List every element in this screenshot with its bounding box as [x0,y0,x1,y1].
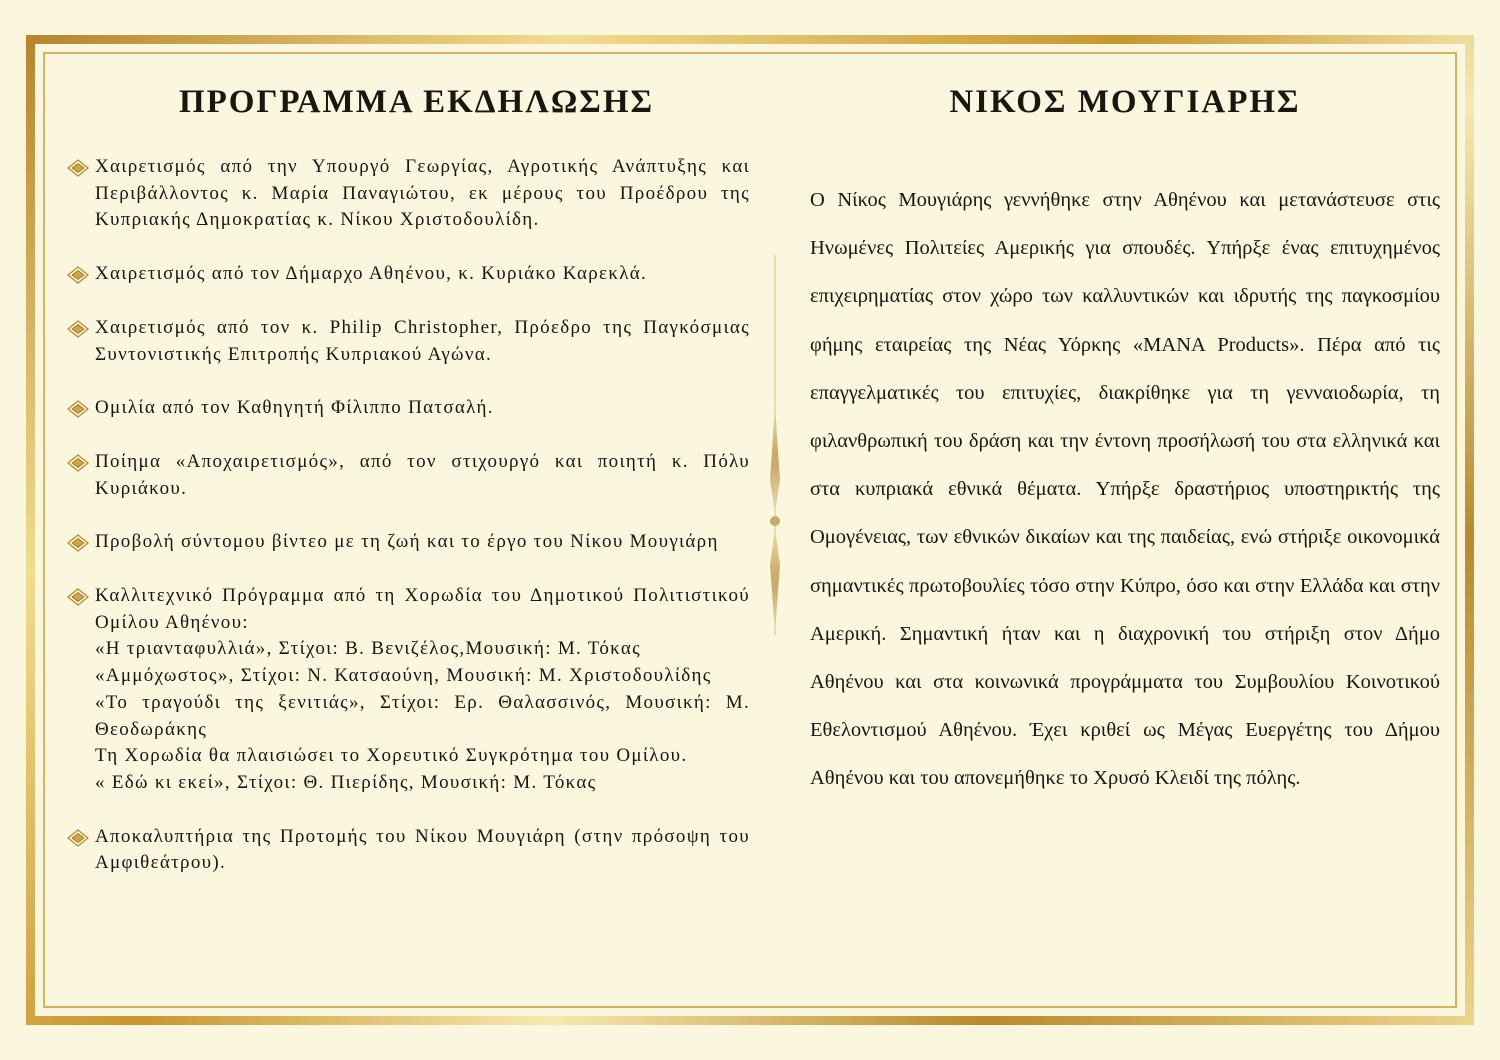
program-item [65,261,750,288]
program-item-line: «Το τραγούδι της ξενιτιάς», Στίχοι: Ερ. Θαλασσινός, Μουσική: Μ. Θεοδωράκης [95,691,750,740]
program-item-line: Τη Χορωδία θα πλαισιώσει το Χορευτικό Συγκρότημα του Ομίλου. [95,745,688,767]
gold-ornamental-divider [764,255,786,635]
program-item [65,529,750,556]
gold-diamond-bullet-icon [67,159,89,177]
program-item-line: Αποκαλυπτήρια της Προτομής του Νίκου Μουγιάρη (στην πρόσοψη του Αμφιθεάτρου). [95,825,750,874]
program-item [65,824,750,877]
program-item-line: Καλλιτεχνικό Πρόγραμμα από τη Χορωδία του Δημοτικού Πολιτιστικού Ομίλου Αθηένου: [95,585,750,633]
gold-diamond-bullet-icon [67,454,89,472]
gold-diamond-bullet-icon [67,400,89,418]
program-item-line: «Αμμόχωστος», Στίχοι: Ν. Κατσαούνη, Μουσική: Μ. Χριστοδουλίδης [95,665,712,687]
program-item-line: Ποίημα «Αποχαιρετισμός», από τον στιχουργό και ποιητή κ. Πόλυ Κυριάκου. [95,450,750,499]
program-item-line: Χαιρετισμός από την Υπουργό Γεωργίας, Αγροτικής Ανάπτυξης και Περιβάλλοντος κ. Μαρία Παναγιώτου, εκ μέρους του Προέδρου της Κυπριακής Δημοκρατίας κ. Νίκου Χριστοδουλίδη. [95,156,750,231]
event-program-section [65,82,750,904]
biography-text: Ο Νίκος Μουγιάρης γεννήθηκε στην Αθηένου και μετανάστευσε στις Ηνωμένες Πολιτείες Αμερικής για σπουδές. Υπήρξε ένας επιτυχημένος επιχειρηματίας στον χώρο των καλλυντικών και ιδρυτής της παγκοσμίου φήμης εταιρείας της Νέας Υόρκης «MANA Products». Πέρα από τις επαγγελματικές του επιτυχίες, διακρίθηκε για τη γενναιοδωρία, τη φιλανθρωπική του δράση και την έντονη προσήλωσή του στα ελληνικά και στα κυπριακά εθνικά θέματα. Υπήρξε δραστήριος υποστηρικτής της Ομογένειας, των εθνικών δικαίων και της παιδείας, ενώ στήριξε οικονομικά σημαντικές πρωτοβουλίες τόσο στην Κύπρο, όσο και στην Ελλάδα και στην Αμερική. Σημαντική ήταν και η διαχρονική του στήριξη στον Δήμο Αθηένου και στα κοινωνικά προγράμματα του Συμβουλίου Κοινοτικού Εθελοντισμού Αθηένου. Έχει κριθεί ως Μέγας Ευεργέτης του Δήμου Αθηένου και του απονεμήθηκε το Χρυσό Κλειδί της πόλης. [810,189,1440,790]
program-item-line: «Η τριανταφυλλιά», Στίχοι: Β. Βενιζέλος,Μουσική: Μ. Τόκας [95,638,641,660]
program-item-line: Χαιρετισμός από τον κ. Philip Christopher, Πρόεδρο της Παγκόσμιας Συντονιστικής Επιτροπής Κυπριακού Αγώνα. [95,316,750,365]
program-item-line: Χαιρετισμός από τον Δήμαρχο Αθηένου, κ. Κυριάκο Καρεκλά. [95,263,648,285]
program-item [65,154,750,234]
program-item-line: « Εδώ κι εκεί», Στίχοι: Θ. Πιερίδης, Μουσική: Μ. Τόκας [95,771,597,793]
gold-diamond-bullet-icon [67,320,89,338]
gold-diamond-bullet-icon [67,266,89,284]
program-item [65,583,750,797]
gold-diamond-bullet-icon [67,534,89,552]
gold-diamond-bullet-icon [67,588,89,606]
gold-diamond-bullet-icon [67,829,89,847]
biography-section [810,82,1440,823]
program-item-line: Προβολή σύντομου βίντεο με τη ζωή και το έργο του Νίκου Μουγιάρη [95,531,719,553]
program-title: ΠΡΟΓΡΑΜΜΑ ΕΚΔΗΛΩΣΗΣ [178,84,655,120]
program-item [65,449,750,502]
program-item-line: Ομιλία από τον Καθηγητή Φίλιππο Πατσαλή. [95,397,494,419]
program-list [65,154,750,877]
biography-title: ΝΙΚΟΣ ΜΟΥΓΙΑΡΗΣ [949,84,1301,120]
program-item [65,315,750,368]
program-item [65,395,750,422]
